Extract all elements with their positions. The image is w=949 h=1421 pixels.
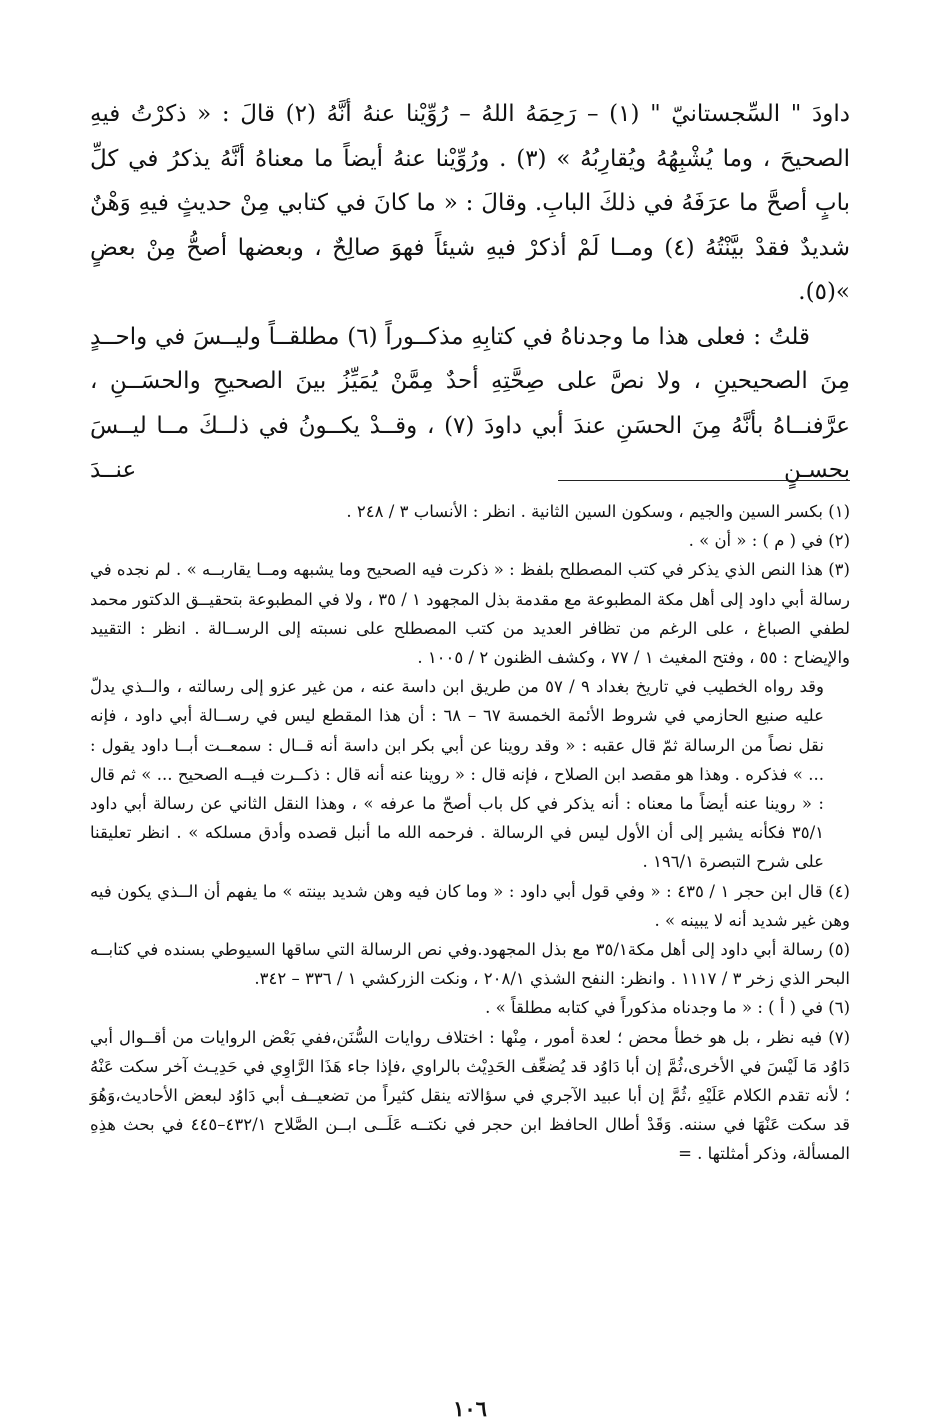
footnote-3 [90, 555, 850, 876]
footnote-7-number: (٧) [828, 1027, 850, 1047]
main-body-text [90, 92, 850, 493]
main-paragraph-1: داودَ " السِّجستانيّ " (١) – رَحِمَهُ اللهُ – رُوِّيْنا عنهُ أنَّهُ (٢) قالَ : « ذكرْتُ فيهِ الصحيحَ ، وما يُشْبِهُهُ ويُقارِبُهُ » (٣) . ورُوِّيْنا عنهُ أيضاً ما معناهُ أنَّهُ يذكرُ في كلِّ بابٍ أصحَّ ما عرَفَهُ في ذلكَ البابِ. وقالَ : « ما كانَ في كتابي مِنْ حديثٍ فيهِ وَهْنٌ شديدٌ فقدْ بيَّنْتُهُ (٤) ومــا لَمْ أذكرْ فيهِ شيئاً فهوَ صالِحٌ ، وبعضها أصحُّ مِنْ بعضٍ »(٥). [90, 101, 851, 305]
footnote-2-text: في ( م ) : « أن » . [688, 531, 823, 551]
footnote-5 [90, 935, 850, 993]
footnote-divider [558, 480, 850, 481]
footnote-3-continuation: وقد رواه الخطيب في تاريخ بغداد ٩ / ٥٧ من طريق ابن داسة عنه ، من غير عزو إلى رسالته ، والــذي يدلّ عليه صنيع الحازمي في شروط الأئمة الخمسة ٦٧ – ٦٨ : أن هذا المقطع ليس في رســالة أبي داود ، فإنه نقل نصاً من الرسالة ثمّ قال عقبه : « وقد روينا عن أبي بكر ابن داسة أنه قــال : سمعــت أبــا داود يقول : ... » فذكره . وهذا هو مقصد ابن الصلاح ، فإنه قال : « روينا عنه أنه قال : ذكــرت فيــه الصحيح ... » ثم قال : « روينا عنه أيضاً ما معناه : أنه يذكر في كل باب أصحّ ما عرفه » ، وهذا النقل الثاني عن رسالة أبي داود ٣٥/١ فكأنه يشير إلى أن الأول ليس في الرسالة . فرحمه الله ما أنبل قصده وأدق مسلكه » . انظر تعليقنا على شرح التبصرة ١٩٦/١ . [90, 677, 824, 872]
footnote-3-text: هذا النص الذي يذكر في كتب المصطلح بلفظ : « ذكرت فيه الصحيح وما يشبهه ومــا يقاربــه » . لم نجده في رسالة أبي داود إلى أهل مكة المطبوعة مع مقدمة بذل المجهود ١ / ٣٥ ، ولا في المطبوعة بتحقيــق الدكتور محمد لطفي الصباغ ، على الرغم من تظافر العديد من كتب المصطلح على نسبته إلى الرســالة . انظر : التقييد والإيضاح : ٥٥ ، وفتح المغيث ١ / ٧٧ ، وكشف الظنون ٢ / ١٠٠٥ . [90, 560, 850, 668]
footnote-7 [90, 1023, 850, 1169]
footnote-5-number: (٥) [828, 940, 851, 960]
footnote-1 [90, 497, 850, 526]
footnote-4-number: (٤) [828, 881, 850, 901]
footnote-7-text: فيه نظر ، بل هو خطأ محض ؛ لعدة أمور ، مِنْها : اختلاف روايات السُّنَن،ففي بَعْض الروايات من أقــوال أبي دَاوُد مَا لَيْسَ في الأخرى،ثُمَّ إن أبا دَاوُد قد يُضعِّف الحَدِيْث بالراوي ،فإذا جاء هَذَا الرَّاوِي في حَدِيـث آخر سكت عَنْهُ ؛ لأنه تقدم الكلام عَلَيْهِ ،ثُمَّ إن أبا عبيد الآجري في سؤالاته ينقل كثيراً من تضعيــف أبي دَاوُد لبعض الأحاديث،وَهُوَ قد سكت عَنْهَا في سننه. وَقَدْ أطال الحافظ ابن حجر في نكتــه عَلَــى ابــن الصَّلاح ٤٣٢/١–٤٤٥ في بحث هذِهِ المسألة، وذكر أمثلتها . = [90, 1027, 851, 1164]
book-page [90, 92, 851, 1421]
footnote-5-text: رسالة أبي داود إلى أهل مكة٣٥/١ مع بذل المجهود.وفي نص الرسالة التي ساقها السيوطي بسنده في كتابــه البحر الذي زخر ٣ / ١١١٧ . وانظر: النفح الشذي ٢٠٨/١ ، ونكت الزركشي ١ / ٣٣٦ – ٣٤٢. [90, 940, 850, 989]
footnote-2 [90, 526, 850, 555]
footnote-4 [90, 877, 850, 935]
footnotes-section [90, 497, 850, 1169]
footnote-1-number: (١) [828, 502, 850, 521]
main-paragraph-2: قلتُ : فعلى هذا ما وجدناهُ في كتابِهِ مذكــوراً (٦) مطلقــاً وليــسَ في واحــدٍ مِنَ الصحيحينِ ، ولا نصَّ على صِحَّتِهِ أحدٌ مِمَّنْ يُمَيِّزُ بينَ الصحيحِ والحسَــنِ ، عرَّفنــاهُ بأنَّهُ مِنَ الحسَنِ عندَ أبي داودَ (٧) ، وقــدْ يكــونُ في ذلــكَ مــا ليــسَ بحسـنٍ عنــدَ [90, 323, 850, 483]
footnote-6-number: (٦) [828, 998, 850, 1018]
footnote-6-text: في ( أ ) : « ما وجدناه مذكوراً في كتابه مطلقاً » . [485, 998, 823, 1018]
footnote-2-number: (٢) [828, 531, 850, 551]
footnote-4-text: قال ابن حجر ١ / ٤٣٥ : « وفي قول أبي داود : « وما كان فيه وهن شديد بينته » ما يفهم أن الــذي يكون فيه وهن غير شديد أنه لا يبينه » . [90, 881, 850, 930]
footnote-6 [90, 993, 850, 1022]
footnote-1-text: بكسر السين والجيم ، وسكون السين الثانية . انظر : الأنساب ٣ / ٢٤٨ . [346, 502, 823, 521]
footnote-3-number: (٣) [828, 560, 850, 580]
page-number: ١٠٦ [453, 1396, 487, 1421]
